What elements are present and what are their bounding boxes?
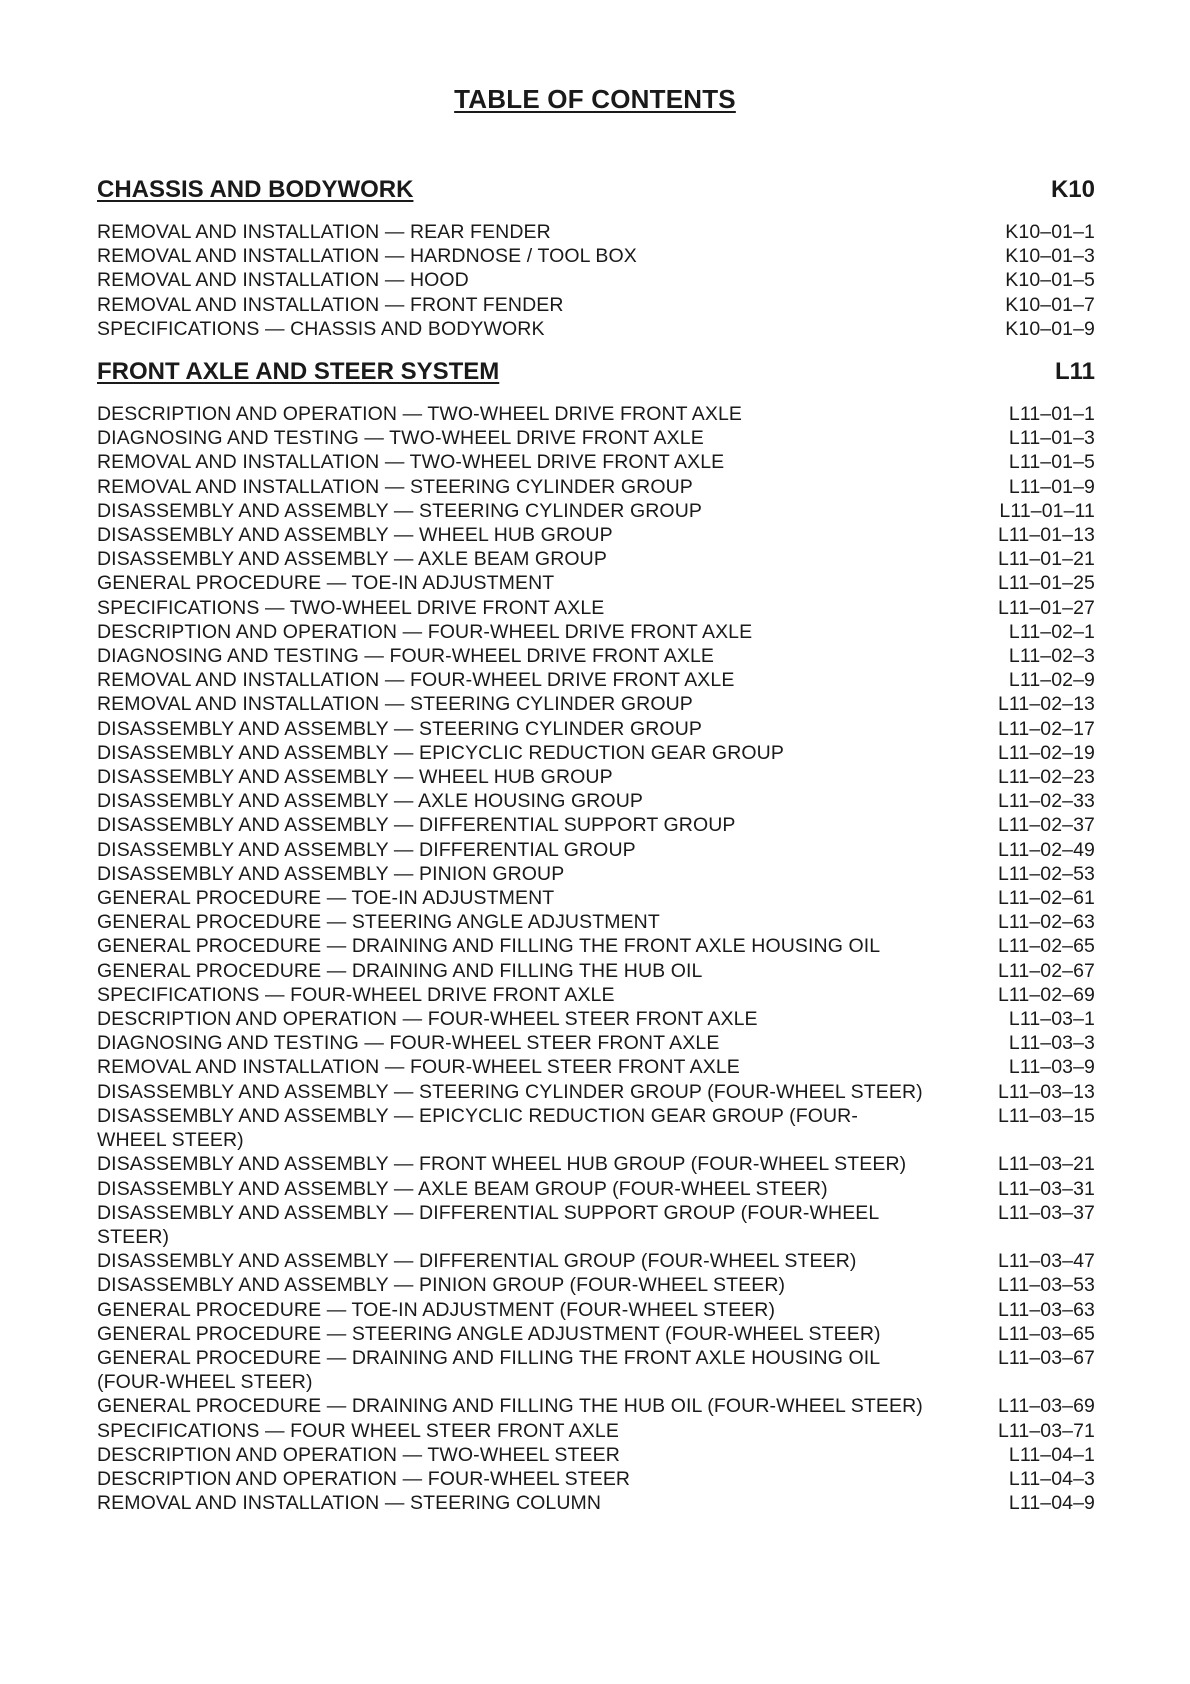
toc-entry-title: SPECIFICATIONS — TWO-WHEEL DRIVE FRONT AXLE <box>97 596 605 619</box>
toc-entry-page: K10–01–9 <box>1005 317 1095 340</box>
toc-entry-page: L11–02–61 <box>997 887 1095 910</box>
toc-entry-title: REMOVAL AND INSTALLATION — STEERING CYLINDER GROUP <box>97 693 693 716</box>
toc-entry[interactable] <box>97 499 1095 523</box>
toc-entry-page: K10–01–7 <box>1005 293 1095 316</box>
toc-entry-page: L11–01–11 <box>999 499 1095 522</box>
toc-entry[interactable] <box>97 426 1095 450</box>
toc-entry-page: L11–02–23 <box>997 766 1095 789</box>
toc-entry-title: DISASSEMBLY AND ASSEMBLY — AXLE HOUSING GROUP <box>97 790 643 813</box>
toc-entry-page: L11–02–13 <box>997 693 1095 716</box>
toc-entry-title: REMOVAL AND INSTALLATION — FRONT FENDER <box>97 293 564 316</box>
toc-entry-page: L11–03–1 <box>1008 1008 1095 1031</box>
toc-entry-title: DISASSEMBLY AND ASSEMBLY — STEERING CYLINDER GROUP <box>97 717 702 740</box>
toc-entry-page: L11–03–65 <box>997 1322 1095 1345</box>
toc-entry-page: K10–01–3 <box>1005 245 1095 268</box>
toc-entry-page: L11–02–53 <box>997 862 1095 885</box>
toc-entry-title: DISASSEMBLY AND ASSEMBLY — PINION GROUP <box>97 862 565 885</box>
toc-entry[interactable] <box>97 220 1095 244</box>
toc-entry-title: DISASSEMBLY AND ASSEMBLY — EPICYCLIC REDUCTION GEAR GROUP (FOUR-WHEEL STEER) <box>97 1104 858 1152</box>
toc-entry[interactable] <box>97 1201 1095 1249</box>
toc-entry[interactable] <box>97 1080 1095 1104</box>
toc-entry-title: REMOVAL AND INSTALLATION — FOUR-WHEEL DRIVE FRONT AXLE <box>97 669 735 692</box>
toc-entry[interactable] <box>97 1249 1095 1273</box>
toc-entry[interactable] <box>97 886 1095 910</box>
toc-entry-page: L11–02–19 <box>997 741 1095 764</box>
toc-entry-title: DISASSEMBLY AND ASSEMBLY — WHEEL HUB GROUP <box>97 766 613 789</box>
toc-entry-title: REMOVAL AND INSTALLATION — HOOD <box>97 269 469 292</box>
toc-entry-title: DISASSEMBLY AND ASSEMBLY — STEERING CYLINDER GROUP <box>97 499 702 522</box>
toc-entry-page: L11–02–3 <box>1008 645 1095 668</box>
toc-entry-title: DESCRIPTION AND OPERATION — FOUR-WHEEL STEER <box>97 1467 631 1490</box>
toc-entry-page: L11–02–67 <box>997 959 1095 982</box>
toc-entry-page: L11–03–21 <box>997 1153 1095 1176</box>
toc-entry-page: L11–03–71 <box>997 1419 1095 1442</box>
section-entries <box>97 402 1095 1515</box>
toc-entry-title: DESCRIPTION AND OPERATION — FOUR-WHEEL STEER FRONT AXLE <box>97 1008 758 1031</box>
page-title: TABLE OF CONTENTS <box>454 84 736 114</box>
toc-entry[interactable] <box>97 959 1095 983</box>
toc-entry-page: L11–03–15 <box>997 1104 1095 1127</box>
toc-entry[interactable] <box>97 717 1095 741</box>
toc-entry[interactable] <box>97 1007 1095 1031</box>
toc-entry-title: GENERAL PROCEDURE — DRAINING AND FILLING THE FRONT AXLE HOUSING OIL (FOUR-WHEEL STEER) <box>97 1346 880 1394</box>
toc-entry[interactable] <box>97 934 1095 958</box>
toc-entry-title: DISASSEMBLY AND ASSEMBLY — WHEEL HUB GROUP <box>97 524 613 547</box>
toc-entry-page: L11–03–69 <box>997 1395 1095 1418</box>
toc-entry-page: L11–03–37 <box>997 1201 1095 1224</box>
toc-entry-title: DISASSEMBLY AND ASSEMBLY — DIFFERENTIAL GROUP (FOUR-WHEEL STEER) <box>97 1250 857 1273</box>
toc-entry-title: DISASSEMBLY AND ASSEMBLY — PINION GROUP (FOUR-WHEEL STEER) <box>97 1274 786 1297</box>
toc-entry-page: L11–02–49 <box>997 838 1095 861</box>
toc-entry-page: L11–02–37 <box>997 814 1095 837</box>
toc-entry-title: DIAGNOSING AND TESTING — FOUR-WHEEL STEER FRONT AXLE <box>97 1032 720 1055</box>
toc-entry[interactable] <box>97 268 1095 292</box>
toc-entry-title: GENERAL PROCEDURE — TOE-IN ADJUSTMENT <box>97 887 555 910</box>
section-entries <box>97 220 1095 341</box>
toc-entry-page: L11–03–3 <box>1008 1032 1095 1055</box>
toc-entry-title: REMOVAL AND INSTALLATION — STEERING CYLINDER GROUP <box>97 475 693 498</box>
toc-entry-page: L11–03–67 <box>997 1346 1095 1369</box>
toc-entry-page: L11–03–31 <box>997 1177 1095 1200</box>
toc-entry-title: SPECIFICATIONS — FOUR WHEEL STEER FRONT AXLE <box>97 1419 619 1442</box>
toc-entry[interactable] <box>97 862 1095 886</box>
toc-entry[interactable] <box>97 1419 1095 1443</box>
toc-entry-title: DESCRIPTION AND OPERATION — FOUR-WHEEL DRIVE FRONT AXLE <box>97 620 753 643</box>
toc-entry[interactable] <box>97 1467 1095 1491</box>
toc-entry[interactable] <box>97 1055 1095 1079</box>
toc-entry-page: K10–01–5 <box>1005 269 1095 292</box>
section-header <box>97 358 1095 398</box>
toc-entry-title: SPECIFICATIONS — FOUR-WHEEL DRIVE FRONT AXLE <box>97 983 615 1006</box>
toc-entry[interactable] <box>97 1346 1095 1394</box>
toc-entry-title: DISASSEMBLY AND ASSEMBLY — EPICYCLIC REDUCTION GEAR GROUP <box>97 741 784 764</box>
toc-entry-title: GENERAL PROCEDURE — DRAINING AND FILLING THE HUB OIL (FOUR-WHEEL STEER) <box>97 1395 923 1418</box>
toc-entry[interactable] <box>97 547 1095 571</box>
toc-entry[interactable] <box>97 1443 1095 1467</box>
toc-entry-title: DISASSEMBLY AND ASSEMBLY — AXLE BEAM GROUP <box>97 548 607 571</box>
toc-entry-page: L11–01–5 <box>1008 451 1095 474</box>
toc-entry[interactable] <box>97 1177 1095 1201</box>
toc-entry-title: DISASSEMBLY AND ASSEMBLY — STEERING CYLINDER GROUP (FOUR-WHEEL STEER) <box>97 1080 923 1103</box>
toc-entry[interactable] <box>97 523 1095 547</box>
toc-entry-title: GENERAL PROCEDURE — TOE-IN ADJUSTMENT (FOUR-WHEEL STEER) <box>97 1298 776 1321</box>
toc-entry-title: REMOVAL AND INSTALLATION — STEERING COLUMN <box>97 1492 602 1515</box>
toc-entry-page: L11–04–3 <box>1008 1467 1095 1490</box>
toc-entry-title: GENERAL PROCEDURE — DRAINING AND FILLING THE FRONT AXLE HOUSING OIL <box>97 935 881 958</box>
toc-entry[interactable] <box>97 1152 1095 1176</box>
toc-entry-page: L11–02–69 <box>997 983 1095 1006</box>
toc-section-chassis <box>97 176 1095 341</box>
toc-entry[interactable] <box>97 1491 1095 1515</box>
toc-entry[interactable] <box>97 789 1095 813</box>
toc-entry[interactable] <box>97 692 1095 716</box>
toc-entry-page: L11–02–1 <box>1008 620 1095 643</box>
toc-entry-page: L11–03–13 <box>997 1080 1095 1103</box>
toc-entry-page: L11–01–9 <box>1008 475 1095 498</box>
toc-entry[interactable] <box>97 644 1095 668</box>
toc-section-front-axle <box>97 358 1095 1515</box>
toc-entry-title: DISASSEMBLY AND ASSEMBLY — DIFFERENTIAL GROUP <box>97 838 636 861</box>
toc-entry-title: GENERAL PROCEDURE — TOE-IN ADJUSTMENT <box>97 572 555 595</box>
toc-entry-page: L11–01–3 <box>1008 427 1095 450</box>
toc-entry[interactable] <box>97 1031 1095 1055</box>
toc-entry-page: L11–02–33 <box>997 790 1095 813</box>
section-title[interactable]: CHASSIS AND BODYWORK <box>97 176 414 203</box>
toc-entry[interactable] <box>97 1322 1095 1346</box>
toc-entry[interactable] <box>97 596 1095 620</box>
section-code: L11 <box>1054 358 1095 385</box>
toc-entry[interactable] <box>97 293 1095 317</box>
toc-entry[interactable] <box>97 741 1095 765</box>
toc-entry-title: DISASSEMBLY AND ASSEMBLY — FRONT WHEEL HUB GROUP (FOUR-WHEEL STEER) <box>97 1153 907 1176</box>
toc-entry-page: L11–03–63 <box>997 1298 1095 1321</box>
toc-entry[interactable] <box>97 983 1095 1007</box>
toc-entry-page: L11–02–63 <box>997 911 1095 934</box>
toc-entry-page: L11–01–27 <box>997 596 1095 619</box>
toc-entry[interactable] <box>97 244 1095 268</box>
section-code: K10 <box>1050 176 1095 203</box>
toc-entry-page: L11–02–17 <box>997 717 1095 740</box>
toc-entry-title: DISASSEMBLY AND ASSEMBLY — DIFFERENTIAL SUPPORT GROUP <box>97 814 736 837</box>
toc-entry-page: L11–03–9 <box>1008 1056 1095 1079</box>
toc-entry-page: L11–01–1 <box>1008 403 1095 425</box>
toc-entry-page: L11–02–9 <box>1008 669 1095 692</box>
toc-entry[interactable] <box>97 1104 1095 1152</box>
section-title[interactable]: FRONT AXLE AND STEER SYSTEM <box>97 358 500 385</box>
toc-entry-title: REMOVAL AND INSTALLATION — TWO-WHEEL DRIVE FRONT AXLE <box>97 451 725 474</box>
toc-entry[interactable] <box>97 450 1095 474</box>
section-header <box>97 176 1095 216</box>
toc-entry-page: L11–03–53 <box>997 1274 1095 1297</box>
toc-entry[interactable] <box>97 402 1095 426</box>
toc-entry-page: L11–01–25 <box>997 572 1095 595</box>
toc-entry-title: REMOVAL AND INSTALLATION — FOUR-WHEEL STEER FRONT AXLE <box>97 1056 740 1079</box>
toc-entry-title: GENERAL PROCEDURE — STEERING ANGLE ADJUSTMENT <box>97 911 660 934</box>
toc-entry-title: DISASSEMBLY AND ASSEMBLY — AXLE BEAM GROUP (FOUR-WHEEL STEER) <box>97 1177 828 1200</box>
toc-entry-page: L11–01–21 <box>997 548 1095 571</box>
toc-entry-title: DIAGNOSING AND TESTING — FOUR-WHEEL DRIVE FRONT AXLE <box>97 645 715 668</box>
toc-entry-page: L11–04–9 <box>1008 1492 1095 1515</box>
toc-entry[interactable] <box>97 838 1095 862</box>
toc-entry-title: DESCRIPTION AND OPERATION — TWO-WHEEL DRIVE FRONT AXLE <box>97 403 743 425</box>
toc-entry-page: L11–03–47 <box>997 1250 1095 1273</box>
toc-entry-title: REMOVAL AND INSTALLATION — REAR FENDER <box>97 221 551 243</box>
toc-entry[interactable] <box>97 571 1095 595</box>
toc-entry-title: GENERAL PROCEDURE — DRAINING AND FILLING THE HUB OIL <box>97 959 703 982</box>
toc-entry-page: L11–04–1 <box>1008 1443 1095 1466</box>
toc-entry-title: DISASSEMBLY AND ASSEMBLY — DIFFERENTIAL SUPPORT GROUP (FOUR-WHEEL STEER) <box>97 1201 879 1248</box>
toc-entry[interactable] <box>97 475 1095 499</box>
toc-entry-title: DIAGNOSING AND TESTING — TWO-WHEEL DRIVE FRONT AXLE <box>97 427 704 450</box>
toc-entry[interactable] <box>97 317 1095 341</box>
toc-entry[interactable] <box>97 765 1095 789</box>
toc-entry-title: REMOVAL AND INSTALLATION — HARDNOSE / TOOL BOX <box>97 245 637 268</box>
toc-entry[interactable] <box>97 620 1095 644</box>
toc-entry[interactable] <box>97 1298 1095 1322</box>
toc-entry-page: K10–01–1 <box>1005 221 1095 243</box>
toc-entry[interactable] <box>97 1394 1095 1418</box>
toc-entry-page: L11–01–13 <box>997 524 1095 547</box>
toc-entry-title: DESCRIPTION AND OPERATION — TWO-WHEEL STEER <box>97 1443 620 1466</box>
toc-entry[interactable] <box>97 813 1095 837</box>
toc-entry-title: GENERAL PROCEDURE — STEERING ANGLE ADJUSTMENT (FOUR-WHEEL STEER) <box>97 1322 881 1345</box>
toc-entry[interactable] <box>97 910 1095 934</box>
toc-entry-title: SPECIFICATIONS — CHASSIS AND BODYWORK <box>97 317 545 340</box>
toc-entry-page: L11–02–65 <box>997 935 1095 958</box>
toc-entry[interactable] <box>97 668 1095 692</box>
toc-entry[interactable] <box>97 1273 1095 1297</box>
